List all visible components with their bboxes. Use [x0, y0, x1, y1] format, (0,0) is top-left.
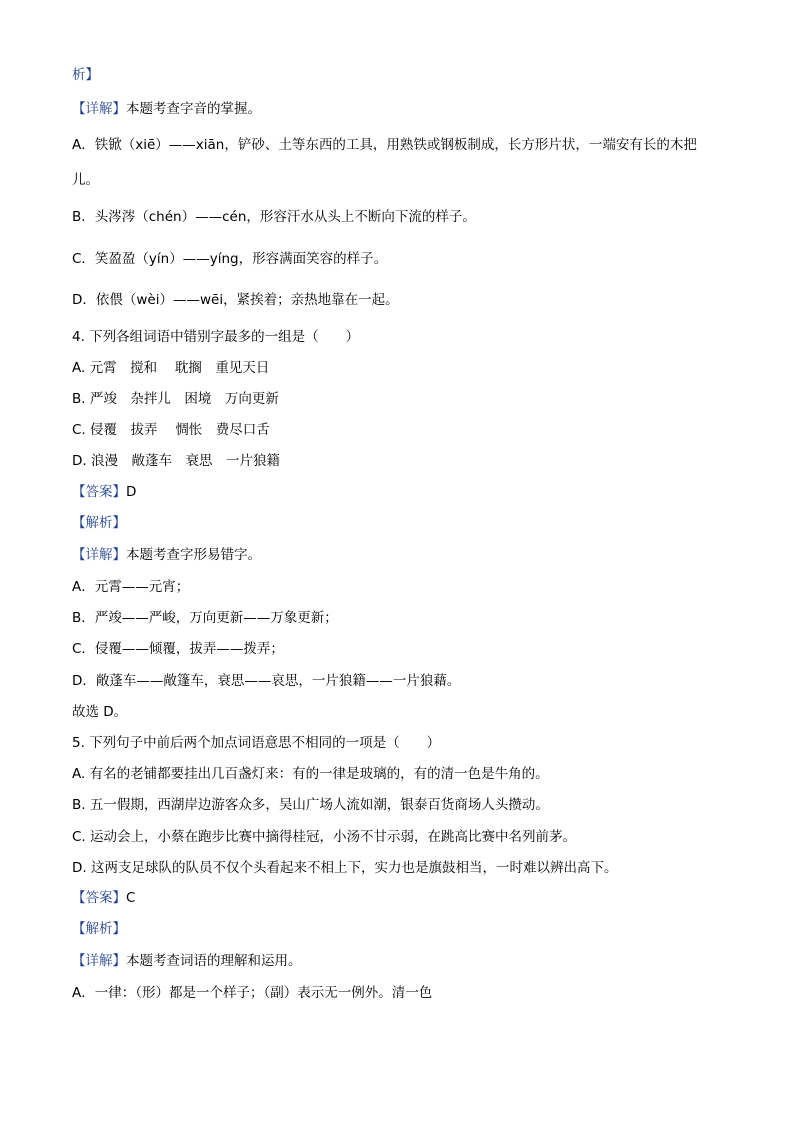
option-b: B. 五一假期，西湖岸边游客众多，吴山广场人流如潮，银泰百货商场人头攒动。 — [72, 797, 549, 813]
text-line: C．侵覆——倾覆，拔弄——拨弄； — [72, 641, 284, 657]
analysis-tag: 【解析】 — [72, 515, 126, 531]
option-a: A. 有名的老铺都要挂出几百盏灯来：有的一律是玻璃的，有的清一色是牛角的。 — [72, 766, 549, 782]
text-line: D．依偎（wèi）——wēi，紧挨着；亲热地靠在一起。 — [72, 292, 399, 308]
text-line: B．头涔涔（chén）——cén，形容汗水从头上不断向下流的样子。 — [72, 209, 476, 225]
text-line: A．元霄——元宵； — [72, 579, 190, 595]
text-line: D．敞蓬车——敞篷车，衰思——哀思，一片狼籍——一片狼藉。 — [72, 673, 461, 689]
answer-line — [72, 482, 136, 502]
detail-line — [72, 951, 302, 971]
text-line: B．严竣——严峻，万向更新——万象更新； — [72, 610, 338, 626]
text-line: C．笑盈盈（yín）——yíng，形容满面笑容的样子。 — [72, 251, 388, 267]
answer-value: D — [126, 484, 137, 500]
question-title: 5. 下列句子中前后两个加点词语意思不相同的一项是（ ） — [72, 735, 441, 751]
option-b: B. 严竣 杂拌儿 困境 万向更新 — [72, 391, 279, 407]
detail-line — [72, 545, 261, 565]
text-line — [72, 99, 261, 119]
question-title: 4. 下列各组词语中错别字最多的一组是（ ） — [72, 329, 360, 345]
section-tag: 【详解】 — [72, 101, 126, 117]
option-a: A. 元霄 搅和 耽搁 重见天日 — [72, 360, 270, 376]
answer-value: C — [126, 890, 136, 906]
text-line: 故选 D。 — [72, 704, 128, 720]
option-c: C. 侵覆 拔弄 惆怅 费尽口舌 — [72, 422, 270, 438]
answer-tag: 【答案】 — [72, 484, 126, 500]
text-line: A．铁锨（xiē）——xiān，铲砂、土等东西的工具，用熟铁或钢板制成，长方形片状，一端安有长的木把 — [72, 137, 697, 153]
answer-line — [72, 888, 135, 908]
detail-tag: 【详解】 — [72, 953, 126, 969]
text-line: A．一律：（形）都是一个样子；（副）表示无一例外。清一色 — [72, 985, 433, 1001]
analysis-tag: 【解析】 — [72, 921, 126, 937]
answer-tag: 【答案】 — [72, 890, 126, 906]
option-c: C. 运动会上，小蔡在跑步比赛中摘得桂冠，小汤不甘示弱，在跳高比赛中名列前茅。 — [72, 829, 577, 845]
option-d: D. 这两支足球队的队员不仅个头看起来不相上下，实力也是旗鼓相当，一时难以辨出高下。 — [72, 860, 618, 876]
analysis-line — [72, 513, 126, 533]
line-text: 本题考查字形易错字。 — [126, 547, 261, 563]
detail-tag: 【详解】 — [72, 547, 126, 563]
text-line: 儿。 — [72, 172, 99, 188]
option-d: D. 浪漫 敞蓬车 衰思 一片狼籍 — [72, 453, 280, 469]
analysis-line — [72, 919, 126, 939]
text-line — [72, 65, 99, 85]
line-text: 本题考查字音的掌握。 — [126, 101, 261, 117]
line-text: 本题考查词语的理解和运用。 — [126, 953, 302, 969]
section-tag: 析】 — [72, 67, 99, 83]
